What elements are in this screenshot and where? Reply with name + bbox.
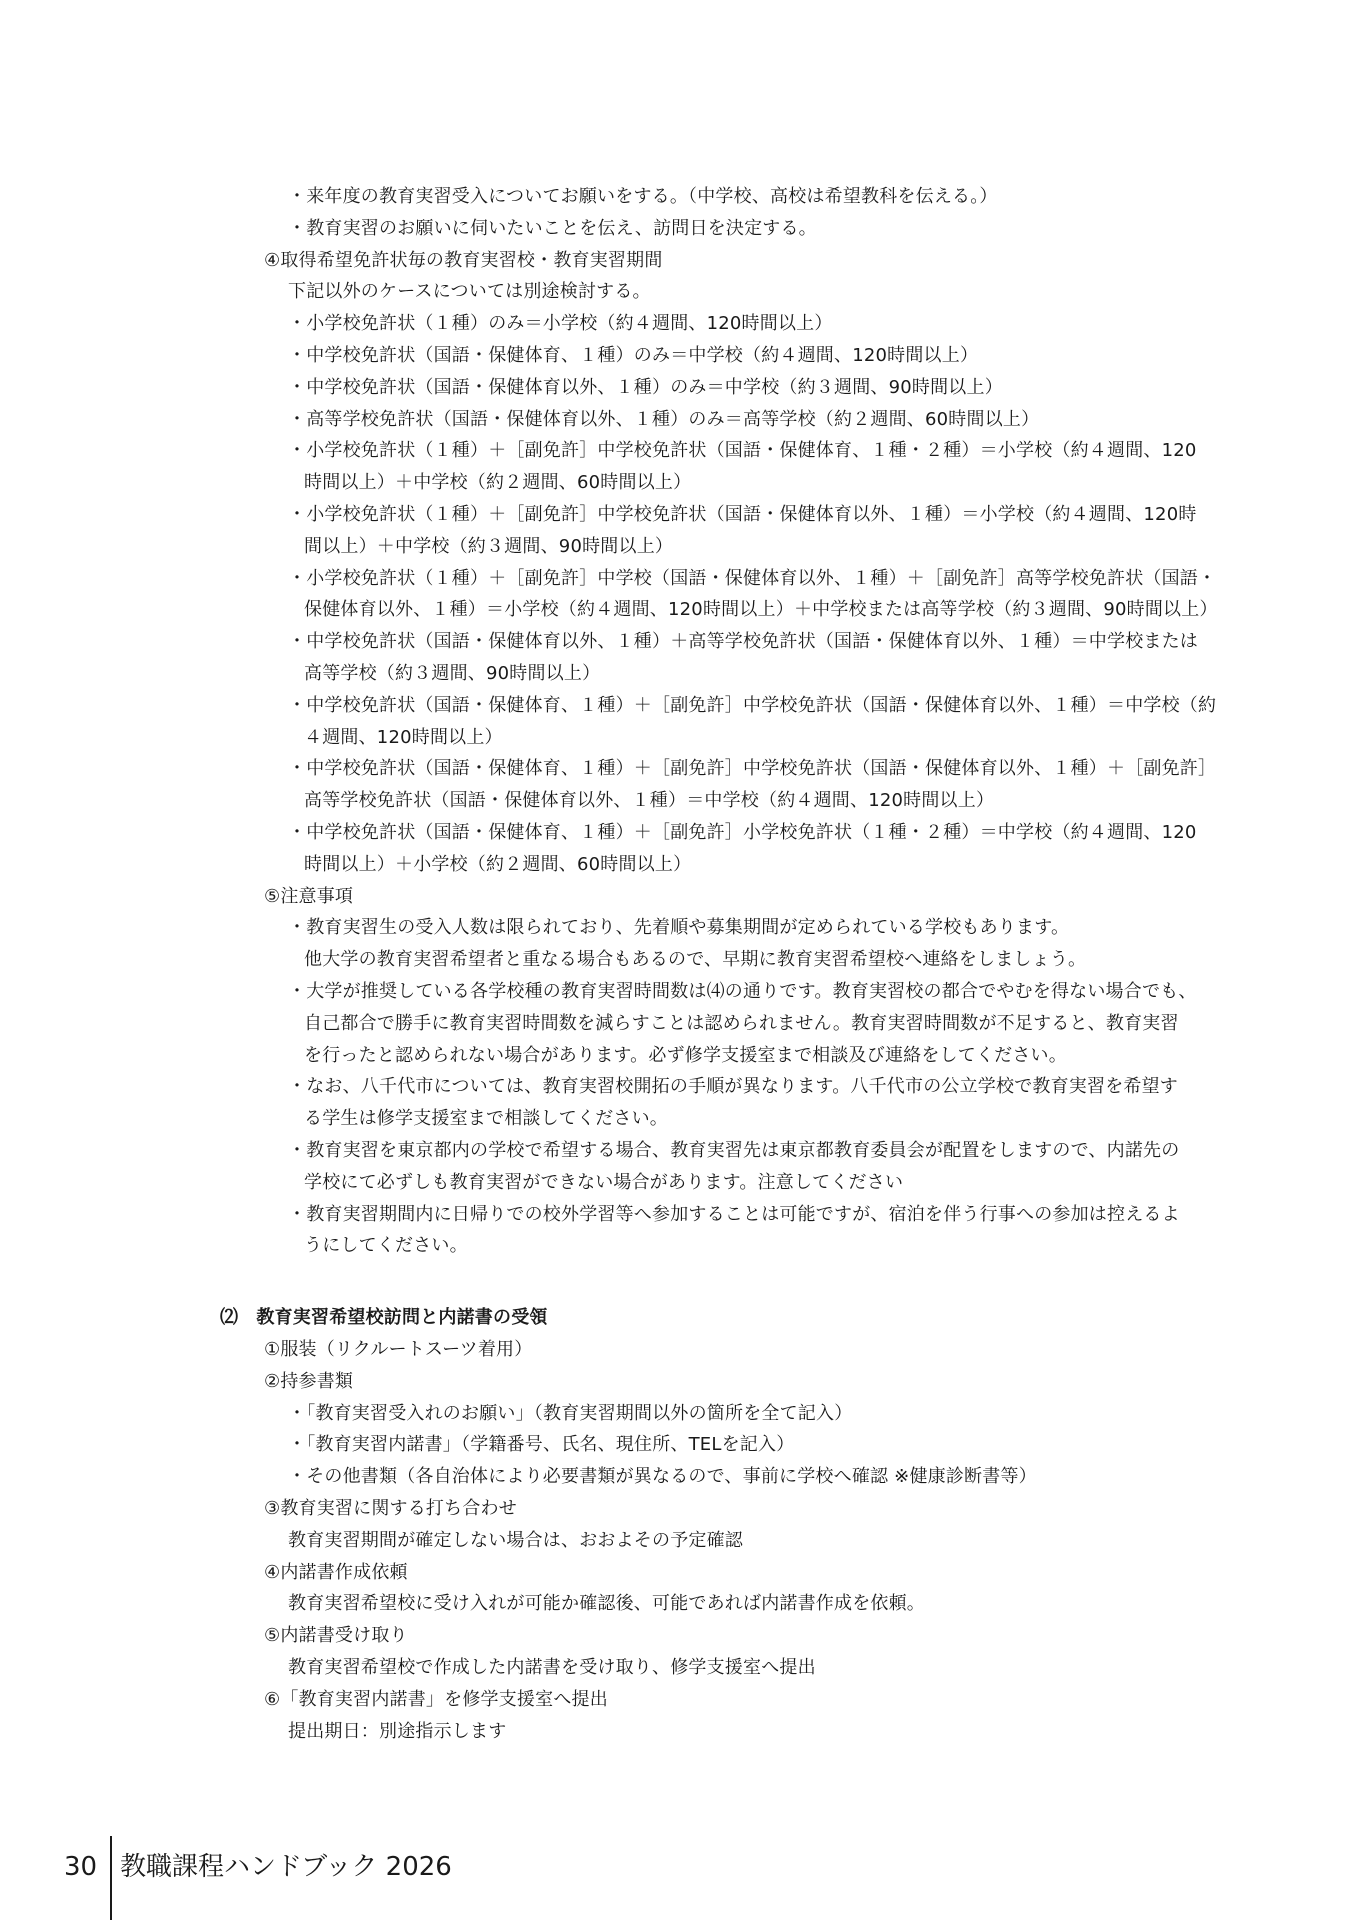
text-line: ・教育実習生の受入人数は限られており、先着順や募集期間が定められている学校もあります。	[288, 917, 1070, 939]
text-line: 学校にて必ずしも教育実習ができない場合があります。注意してください	[304, 1171, 904, 1193]
text-line: ・小学校免許状（１種）＋［副免許］中学校免許状（国語・保健体育以外、１種）＝小学校（約４週間、120時	[288, 504, 1197, 525]
text-line: 高等学校（約３週間、90時間以上）	[304, 663, 601, 684]
text-line: を行ったと認められない場合があります。必ず修学支援室まで相談及び連絡をしてください。	[304, 1044, 1067, 1066]
text-line: ④内諾書作成依頼	[264, 1561, 408, 1583]
text-line: ４週間、120時間以上）	[304, 726, 503, 748]
text-line: ・小学校免許状（１種）＋［副免許］中学校（国語・保健体育以外、１種）＋［副免許］高等学校免許状（国語・	[288, 567, 1217, 589]
text-line: 保健体育以外、１種）＝小学校（約４週間、120時間以上）＋中学校または高等学校（約３週間、90時間以上）	[304, 599, 1218, 621]
text-line: ・中学校免許状（国語・保健体育、１種）＋［副免許］小学校免許状（１種・２種）＝中学校（約４週間、120	[288, 822, 1197, 843]
text-line: ・中学校免許状（国語・保健体育、１種）＋［副免許］中学校免許状（国語・保健体育以外、１種）＋［副免許］	[288, 758, 1217, 780]
text-line: 間以上）＋中学校（約３週間、90時間以上）	[304, 535, 674, 557]
text-line: ・中学校免許状（国語・保健体育以外、１種）のみ＝中学校（約３週間、90時間以上）	[288, 376, 1003, 398]
text-line: 自己都合で勝手に教育実習時間数を減らすことは認められません。教育実習時間数が不足すると、教育実習	[304, 1012, 1179, 1034]
text-line: ・来年度の教育実習受入についてお願いをする。（中学校、高校は希望教科を伝える。）	[288, 186, 998, 207]
text-line: 教育実習希望校で作成した内諾書を受け取り、修学支援室へ提出	[288, 1657, 816, 1678]
text-line: ・「教育実習内諾書」（学籍番号、氏名、現住所、TELを記入）	[288, 1434, 795, 1456]
text-line: ・中学校免許状（国語・保健体育、１種）＋［副免許］中学校免許状（国語・保健体育以外、１種）＝中学校（約	[288, 694, 1217, 716]
text-line: 高等学校免許状（国語・保健体育以外、１種）＝中学校（約４週間、120時間以上）	[304, 790, 995, 812]
text-line: うにしてください。	[304, 1235, 468, 1257]
text-line: ⑤注意事項	[264, 885, 354, 907]
text-line: ・高等学校免許状（国語・保健体育以外、１種）のみ＝高等学校（約２週間、60時間以上）	[288, 408, 1040, 430]
text-line: ・「教育実習受入れのお願い」（教育実習期間以外の箇所を全て記入）	[288, 1402, 853, 1424]
text-line: ・中学校免許状（国語・保健体育以外、１種）＋高等学校免許状（国語・保健体育以外、１種）＝中学校または	[288, 631, 1198, 653]
text-line: ・大学が推奨している各学校種の教育実習時間数は⑷の通りです。教育実習校の都合でやむを得ない場合でも、	[288, 981, 1197, 1002]
text-line: 他大学の教育実習希望者と重なる場合もあるので、早期に教育実習希望校へ連絡をしましょう。	[304, 949, 1087, 971]
text-line: ④取得希望免許状毎の教育実習校・教育実習期間	[264, 249, 663, 271]
text-line: ・教育実習を東京都内の学校で希望する場合、教育実習先は東京都教育委員会が配置をしますので、内諾先の	[288, 1140, 1180, 1161]
text-line: 提出期日：別途指示します	[288, 1720, 507, 1742]
text-line: ⑥「教育実習内諾書」を修学支援室へ提出	[264, 1688, 608, 1710]
text-line: ・小学校免許状（１種）のみ＝小学校（約４週間、120時間以上）	[288, 313, 833, 335]
page-number: 30	[64, 1852, 98, 1882]
footer-title: 教職課程ハンドブック 2026	[120, 1852, 452, 1882]
text-line: ③教育実習に関する打ち合わせ	[264, 1498, 517, 1519]
text-line: ・その他書類（各自治体により必要書類が異なるので、事前に学校へ確認 ※健康診断書等）	[288, 1466, 1037, 1488]
text-line: ・小学校免許状（１種）＋［副免許］中学校免許状（国語・保健体育、１種・２種）＝小学校（約４週間、120	[288, 440, 1197, 462]
text-line: 教育実習希望校に受け入れが可能か確認後、可能であれば内諾書作成を依頼。	[288, 1593, 925, 1615]
text-line: ②持参書類	[264, 1370, 354, 1392]
text-line: ・中学校免許状（国語・保健体育、１種）のみ＝中学校（約４週間、120時間以上）	[288, 345, 979, 366]
footer-divider	[110, 1836, 112, 1920]
text-line: ⑤内諾書受け取り	[264, 1625, 408, 1647]
text-line: ・教育実習期間内に日帰りでの校外学習等へ参加することは可能ですが、宿泊を伴う行事への参加は控えるよ	[288, 1203, 1180, 1225]
section-heading: ⑵ 教育実習希望校訪問と内諾書の受領	[220, 1307, 548, 1329]
text-line: 時間以上）＋中学校（約２週間、60時間以上）	[304, 472, 692, 494]
text-line: 時間以上）＋小学校（約２週間、60時間以上）	[304, 853, 692, 875]
text-line: ・なお、八千代市については、教育実習校開拓の手順が異なります。八千代市の公立学校で教育実習を希望す	[288, 1076, 1178, 1098]
text-line: 下記以外のケースについては別途検討する。	[288, 281, 651, 303]
text-line: ・教育実習のお願いに伺いたいことを伝え、訪問日を決定する。	[288, 217, 817, 239]
text-line: ①服装（リクルートスーツ着用）	[264, 1339, 533, 1360]
text-line: 教育実習期間が確定しない場合は、おおよその予定確認	[288, 1529, 743, 1551]
text-line: る学生は修学支援室まで相談してください。	[304, 1108, 668, 1130]
